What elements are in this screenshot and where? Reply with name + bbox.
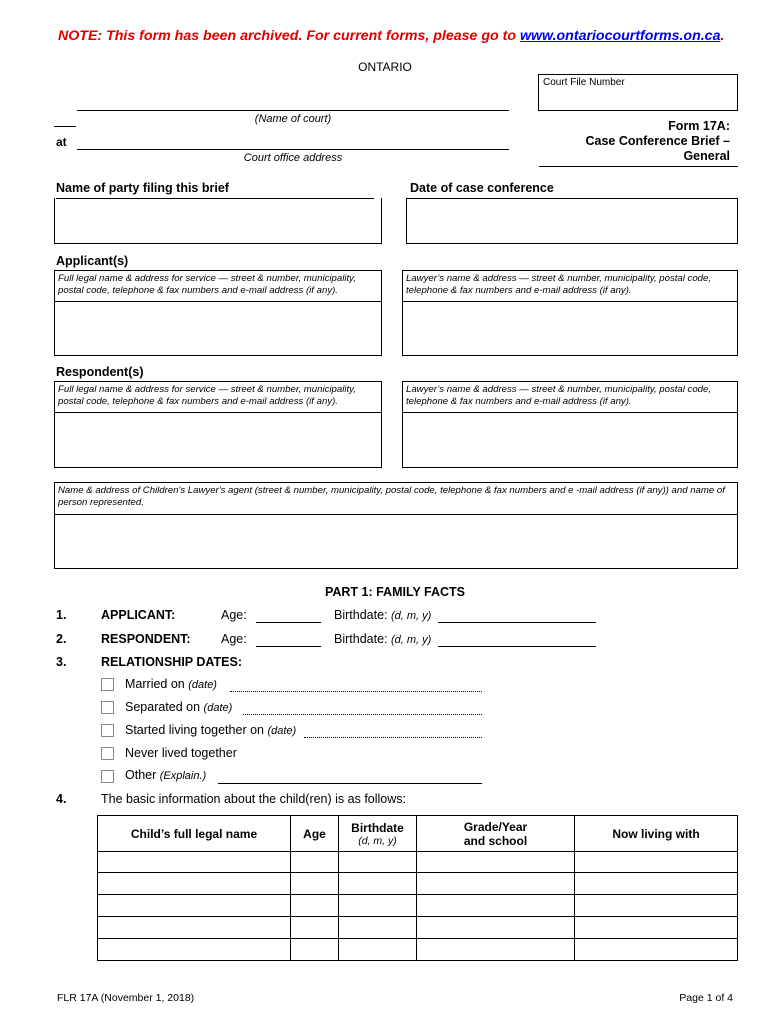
footer-form-id: FLR 17A (November 1, 2018) [57,992,195,1004]
form-title [585,119,730,164]
respondent-lawyer-hint: Lawyer’s name & address — street & number, municipality, postal code, telephone & fax numbers and e-mail address (if any). [403,382,737,413]
respondent-address-hint: Full legal name & address for service — street & number, municipality, postal code, telephone & fax numbers and e-mail address (if any). [55,382,381,413]
applicant-address-field[interactable] [54,270,382,356]
part1-title: PART 1: FAMILY FACTS [324,585,466,599]
respondent-birthdate-text: Birthdate: [334,632,388,646]
at-short-line [54,126,76,127]
form-title-line-1: Case Conference Brief – [585,134,730,148]
court-file-number-label: Court File Number [543,77,625,88]
child-living-cell[interactable] [575,895,738,917]
footer-page-number: Page 1 of 4 [679,992,733,1004]
child-school-cell[interactable] [417,852,575,873]
table-row [98,852,738,873]
separated-hint: (date) [203,702,233,714]
applicant-birthdate-label [334,608,431,622]
child-birthdate-cell[interactable] [339,852,417,873]
court-address-line[interactable] [77,149,509,150]
table-row [98,917,738,939]
child-birthdate-cell[interactable] [339,939,417,961]
applicant-address-hint: Full legal name & address for service — street & number, municipality, postal code, telephone & fax numbers and e-mail address (if any). [55,271,381,302]
married-date-field[interactable] [230,691,482,692]
never-lived-label: Never lived together [125,746,237,760]
respondent-birthdate-hint: (d, m, y) [391,634,432,646]
applicant-birthdate-text: Birthdate: [334,608,388,622]
header-now-living-with: Now living with [575,816,738,852]
respondent-age-label: Age: [221,632,247,646]
child-living-cell[interactable] [575,852,738,873]
living-together-text: Started living together on [125,723,264,737]
married-label [125,677,217,691]
married-hint: (date) [188,679,217,691]
child-name-cell[interactable] [98,873,291,895]
table-row [98,895,738,917]
other-label [125,768,206,782]
child-school-cell[interactable] [417,895,575,917]
child-birthdate-cell[interactable] [339,917,417,939]
child-living-cell[interactable] [575,917,738,939]
case-conference-date-label: Date of case conference [410,181,554,195]
item-1-number: 1. [56,608,67,622]
respondents-title: Respondent(s) [56,365,144,379]
children-table-header-row [98,816,738,852]
ontario-court-forms-link[interactable]: www.ontariocourtforms.on.ca [519,28,721,44]
living-together-date-field[interactable] [304,737,482,738]
child-name-cell[interactable] [98,852,291,873]
case-conference-date-field[interactable] [406,198,738,244]
childrens-lawyer-field[interactable] [54,482,738,569]
living-together-checkbox[interactable] [101,724,114,737]
child-living-cell[interactable] [575,939,738,961]
form-title-underline [539,166,738,167]
item-3-number: 3. [56,655,67,669]
other-explain-field[interactable] [218,783,482,784]
respondent-address-field[interactable] [54,381,382,468]
child-age-cell[interactable] [291,852,339,873]
respondent-lawyer-field[interactable] [402,381,738,468]
other-hint: (Explain.) [159,770,207,782]
child-name-cell[interactable] [98,939,291,961]
item-2-number: 2. [56,632,67,646]
header-grade-school [417,816,575,852]
respondent-age-field[interactable] [256,646,321,647]
relationship-dates-label: RELATIONSHIP DATES: [101,655,242,669]
separated-label [125,700,232,714]
header-grade-line-1: Grade/Year [463,819,528,834]
applicant-lawyer-field[interactable] [402,270,738,356]
other-text: Other [125,768,157,782]
respondent-birthdate-field[interactable] [438,646,596,647]
applicant-birthdate-hint: (d, m, y) [391,610,432,622]
child-age-cell[interactable] [291,873,339,895]
separated-text: Separated on [125,700,201,714]
court-address-caption: Court office address [243,152,343,164]
child-name-cell[interactable] [98,917,291,939]
living-together-hint: (date) [267,725,297,737]
applicant-lawyer-hint: Lawyer’s name & address — street & number, municipality, postal code, telephone & fax numbers and e-mail address (if any). [403,271,737,302]
child-age-cell[interactable] [291,917,339,939]
child-age-cell[interactable] [291,939,339,961]
children-table [97,815,738,961]
table-row [98,939,738,961]
child-birthdate-cell[interactable] [339,895,417,917]
child-school-cell[interactable] [417,917,575,939]
married-text: Married on [125,677,185,691]
form-title-line-2: General [683,149,730,163]
court-name-line[interactable] [77,110,509,111]
party-filing-field[interactable] [54,198,382,244]
party-filing-label: Name of party filing this brief [56,181,229,195]
child-school-cell[interactable] [417,873,575,895]
applicant-label: APPLICANT: [101,608,176,622]
header-grade-line-2: and school [463,833,528,848]
table-row [98,873,738,895]
child-school-cell[interactable] [417,939,575,961]
applicant-age-field[interactable] [256,622,321,623]
header-birthdate-label: Birthdate [351,820,404,835]
archived-notice-end: . [720,28,725,44]
never-lived-checkbox[interactable] [101,747,114,760]
applicant-birthdate-field[interactable] [438,622,596,623]
separated-date-field[interactable] [243,714,482,715]
court-name-caption: (Name of court) [254,113,332,125]
court-file-number-field[interactable] [538,74,738,111]
children-intro-text: The basic information about the child(ren) is as follows: [101,792,407,806]
child-age-cell[interactable] [291,895,339,917]
archived-notice [58,28,724,44]
respondent-birthdate-label [334,632,431,646]
applicants-title: Applicant(s) [56,254,129,268]
child-name-cell[interactable] [98,895,291,917]
header-birthdate-hint: (d, m, y) [358,834,397,847]
living-together-label [125,723,296,737]
header-age: Age [291,816,339,852]
childrens-lawyer-hint: Name & address of Children's Lawyer's agent (street & number, municipality, postal code, telephone & fax numbers and e -mail address (if any)) and name of person represented. [55,483,737,515]
archived-notice-text: NOTE: This form has been archived. For current forms, please go to [58,28,520,44]
child-living-cell[interactable] [575,873,738,895]
other-checkbox[interactable] [101,770,114,783]
form-number: Form 17A: [668,119,730,133]
separated-checkbox[interactable] [101,701,114,714]
at-label: at [56,135,67,149]
header-child-name: Child’s full legal name [98,816,291,852]
header-birthdate [339,816,417,852]
married-checkbox[interactable] [101,678,114,691]
province-heading: ONTARIO [358,60,412,74]
item-4-number: 4. [56,792,67,806]
child-birthdate-cell[interactable] [339,873,417,895]
applicant-age-label: Age: [221,608,247,622]
respondent-label: RESPONDENT: [101,632,191,646]
